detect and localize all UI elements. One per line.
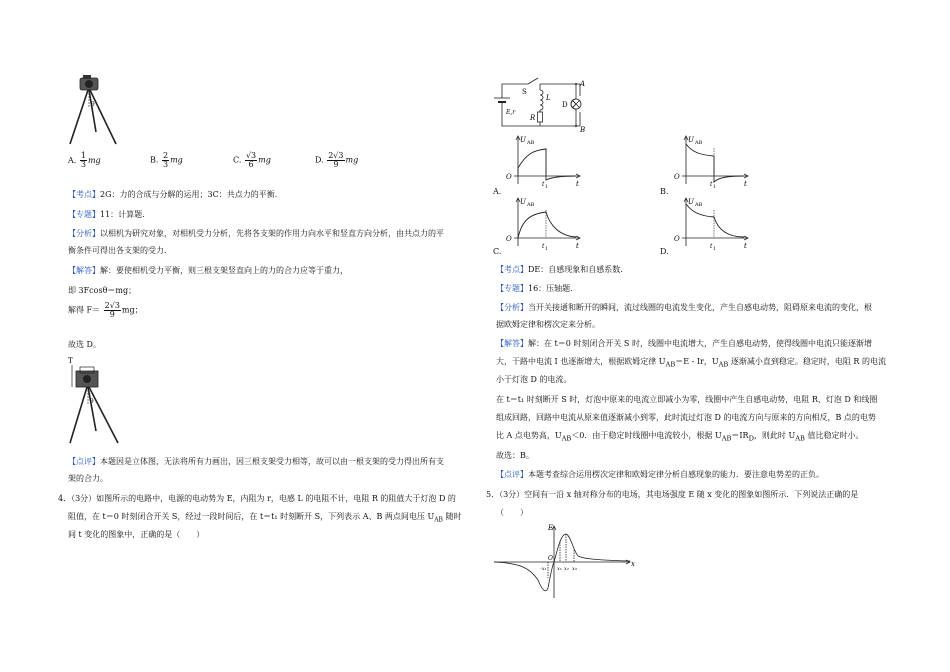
- svg-text:x: x: [631, 560, 635, 568]
- graph-label-a[interactable]: A.: [493, 187, 502, 196]
- curve: [518, 149, 576, 180]
- svg-text:A: A: [580, 80, 586, 88]
- jieda-q3: 【解答】解：要使相机受力平衡，则三根支架竖直向上的力的合力应等于重力，: [68, 266, 348, 275]
- q5-stem-line1: 5．（3分）空间有一沿 x 轴对称分布的电场，其电场强度 E 随 x 变化的图象如图所示．下列说法正确的是: [486, 490, 859, 499]
- dianping-q3: 【点评】本题因是立体图，无法将所有力画出，因三根支架受力相等，故可以由一根支架的受力得出所有支: [68, 457, 444, 466]
- option-row: [68, 152, 101, 169]
- t1-label: t: [710, 243, 713, 250]
- svg-text:O: O: [548, 555, 553, 562]
- t1-sub: 1: [545, 185, 548, 190]
- conclusion-q3: 故选 D。: [68, 340, 101, 349]
- graph-a: [506, 136, 580, 190]
- y-axis-sub: AB: [527, 140, 535, 146]
- angle-label-2: θ: [90, 398, 94, 405]
- tripod-figure-1: [66, 72, 122, 148]
- q4-stem-line1: 4．（3分）如图所示的电路中，电源的电动势为 E，内阻为 r，电感 L 的电阻不计，电阻 R 的阻值大于灯泡 D 的: [58, 494, 456, 503]
- y-axis-label: U: [688, 198, 694, 206]
- zhuanti-q3: 【专题】11：计算题.: [68, 210, 145, 219]
- fenxi-q3: 【分析】以相机为研究对象，对相机受力分析，先将各支架的作用力向水平和竖直方向分析，由共点力的平: [68, 229, 444, 238]
- fenxi-q4-line2: 据欧姆定律和楞次定来分析。: [496, 320, 600, 329]
- jieda-q4-line3: 小于灯泡 D 的电流。: [496, 375, 572, 384]
- t1-label: t: [542, 243, 545, 250]
- q5-stem-line2: （ ）: [496, 508, 528, 517]
- svg-text:x₂: x₂: [564, 566, 569, 572]
- p2-line2: 组成回路，回路中电流从原来值逐渐减小到零，此时流过灯泡 D 的电流方向与原来的方向相反，B 点的电势: [496, 413, 876, 422]
- svg-text:E: E: [548, 524, 554, 532]
- svg-text:x₃: x₃: [572, 566, 577, 572]
- jieda-q4: 【解答】解：在 t＝0 时刻闭合开关 S 时，线圈中电流增大，产生自感电动势，使得线圈中电流只能逐渐增: [496, 339, 872, 348]
- origin-label: O: [674, 235, 680, 243]
- q4-stem-line2: 阻值，在 t＝0 时刻闭合开关 S，经过一段时间后，在 t＝t₁ 时刻断开 S，下列表示 A、B 两点间电压 $U_{AB}$ 随时: [68, 512, 462, 524]
- graph-label-b[interactable]: B.: [660, 187, 669, 196]
- equation-2: 解得 F＝ $\frac{2√3}{9}$ mg；: [68, 301, 143, 319]
- q4-stem-line3: 间 t 变化的图象中，正确的是（ ）: [68, 530, 205, 539]
- svg-text:D: D: [562, 101, 568, 109]
- y-axis-sub: AB: [695, 140, 703, 146]
- t1-label: t: [710, 181, 713, 188]
- dianping-q3-line2: 架的合力。: [68, 474, 108, 483]
- p2-line1: 在 t＝t₁ 时刻断开 S 时，灯泡中原来的电流立即减小为零，线圈中产生自感电动势，电阻 R、灯泡 D 和线圈: [496, 395, 878, 404]
- t-axis-label: t: [744, 180, 747, 188]
- option-b[interactable]: B. $\frac{2}{3}$ mg: [150, 151, 183, 169]
- svg-text:B: B: [580, 126, 586, 134]
- option-a[interactable]: A. $\frac{1}{3}$ mg: [68, 151, 101, 169]
- fenxi-q3-line2: 衡条件可得出各支架的受力.: [68, 246, 167, 255]
- fenxi-q4: 【分析】当开关接通和断开的瞬间，流过线圈的电流发生变化，产生自感电动势，阻碍原来电流的变化，根: [496, 303, 872, 312]
- t-axis-label: t: [576, 180, 579, 188]
- y-axis-sub: AB: [527, 202, 535, 208]
- option-d[interactable]: D. $\frac{2√3}{9}$ mg: [315, 151, 359, 169]
- t1-sub: 1: [713, 247, 716, 252]
- graph-d: [674, 198, 748, 252]
- t1-sub: 1: [713, 185, 716, 190]
- uab-graphs: [488, 132, 768, 262]
- zhuanti-q4: 【专题】16：压轴题.: [496, 284, 573, 293]
- t1-sub: 1: [545, 247, 548, 252]
- origin-label: O: [506, 173, 512, 181]
- circuit-diagram: [488, 76, 598, 134]
- dianping-q4: 【点评】本题考查综合运用楞次定律和欧姆定律分析自感现象的能力．要注意电势差的正负。: [496, 470, 824, 479]
- t-axis-label: t: [744, 242, 747, 250]
- kaodian-q3: 【考点】2G：力的合成与分解的运用；3C：共点力的平衡.: [68, 190, 278, 199]
- option-c[interactable]: C. $\frac{√3}{6}$ mg: [233, 151, 271, 169]
- svg-text:R: R: [530, 114, 536, 122]
- curve: [686, 204, 744, 237]
- svg-text:L: L: [546, 94, 551, 102]
- svg-text:S: S: [522, 88, 527, 96]
- jieda-q4-line2: 大，干路中电流 I 也逐渐增大，根据欧姆定律 $U_{AB}=E - Ir$，$U_{AB}$ 逐渐减小直到稳定。稳定时，电阻 R 的电流: [496, 357, 886, 369]
- svg-text:-x₁: -x₁: [540, 566, 547, 572]
- svg-text:x₁: x₁: [557, 566, 562, 572]
- y-axis-label: U: [520, 136, 526, 144]
- p2-line3: 比 A 点电势高，$U_{AB}<0$．由于稳定时线圈中电流较小，根据 $U_{AB}=IR_D$，则此时 $U_{AB}$ 值比稳定时小。: [496, 431, 864, 443]
- origin-label: O: [674, 173, 680, 181]
- angle-label: θ: [91, 101, 95, 108]
- y-axis-sub: AB: [695, 202, 703, 208]
- y-axis-label: U: [520, 198, 526, 206]
- t1-label: t: [542, 181, 545, 188]
- graph-label-d[interactable]: D.: [660, 247, 669, 256]
- tripod-figure-2: [66, 355, 126, 447]
- kaodian-q4: 【考点】DE：自感现象和自感系数.: [496, 265, 623, 274]
- svg-text:E,r: E,r: [506, 109, 516, 116]
- graph-label-c[interactable]: C.: [493, 247, 502, 256]
- graph-c: [506, 198, 580, 252]
- e-x-graph: [490, 522, 640, 602]
- t-label: T: [68, 357, 73, 365]
- origin-label: O: [506, 235, 512, 243]
- conclusion-q4: 故选：B。: [496, 451, 534, 460]
- curve: [518, 212, 576, 238]
- t-axis-label: t: [576, 242, 579, 250]
- equation-1: 即 3Fcosθ＝mg；: [68, 286, 137, 295]
- graph-b: [674, 136, 748, 190]
- y-axis-label: U: [688, 136, 694, 144]
